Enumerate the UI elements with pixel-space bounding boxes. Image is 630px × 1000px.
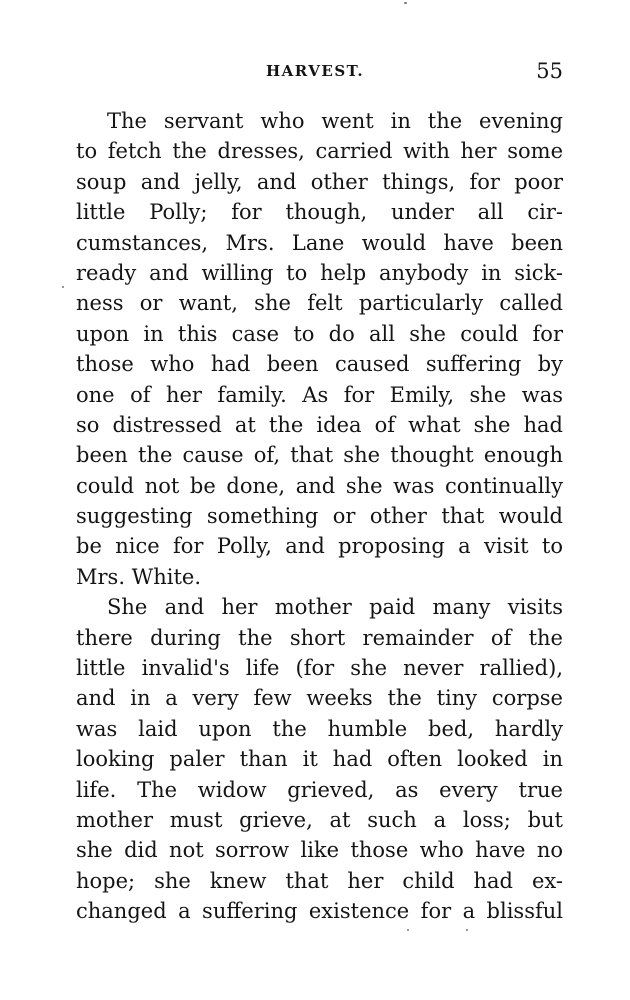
text-line: little invalid's life (for she never rallied), — [76, 656, 563, 681]
text-line: so distressed at the idea of what she had — [76, 412, 563, 437]
paper-speck — [404, 2, 407, 4]
text-line: those who had been caused suffering by — [76, 352, 563, 377]
body-text — [76, 106, 563, 927]
text-line: looking paler than it had often looked in — [76, 747, 563, 772]
text-line: She and her mother paid many visits — [107, 595, 563, 620]
text-line: be nice for Polly, and proposing a visit to — [76, 534, 563, 559]
text-line: mother must grieve, at such a loss; but — [76, 807, 563, 832]
text-line: changed a suffering existence for a blissful — [76, 899, 563, 924]
text-line: she did not sorrow like those who have no — [76, 838, 563, 863]
text-line: suggesting something or other that would — [76, 504, 563, 529]
text-line: cumstances, Mrs. Lane would have been — [76, 230, 563, 255]
text-line: life. The widow grieved, as every true — [76, 777, 563, 802]
text-line: soup and jelly, and other things, for poor — [76, 169, 563, 194]
text-line: upon in this case to do all she could for — [76, 321, 563, 346]
text-line: ready and willing to help anybody in sick- — [76, 260, 563, 285]
running-head — [76, 59, 563, 86]
paper-speck — [62, 286, 64, 288]
text-line: and in a very few weeks the tiny corpse — [76, 686, 563, 711]
text-line: ness or want, she felt particularly called — [76, 291, 563, 316]
paper-speck — [407, 929, 409, 931]
text-line: to fetch the dresses, carried with her some — [76, 139, 563, 164]
text-line: hope; she knew that her child had ex- — [76, 868, 563, 893]
header-title: HARVEST. — [266, 62, 365, 80]
text-line: Mrs. White. — [76, 564, 202, 589]
text-line: The servant who went in the evening — [107, 109, 563, 133]
paper-speck — [466, 929, 468, 931]
text-line: there during the short remainder of the — [76, 625, 563, 650]
text-line: one of her family. As for Emily, she was — [76, 382, 563, 407]
text-line: was laid upon the humble bed, hardly — [76, 716, 563, 741]
text-line: could not be done, and she was continually — [76, 473, 563, 498]
page-number: 55 — [536, 59, 563, 83]
text-line: been the cause of, that she thought enough — [76, 443, 563, 468]
text-line: little Polly; for though, under all cir- — [76, 200, 563, 225]
